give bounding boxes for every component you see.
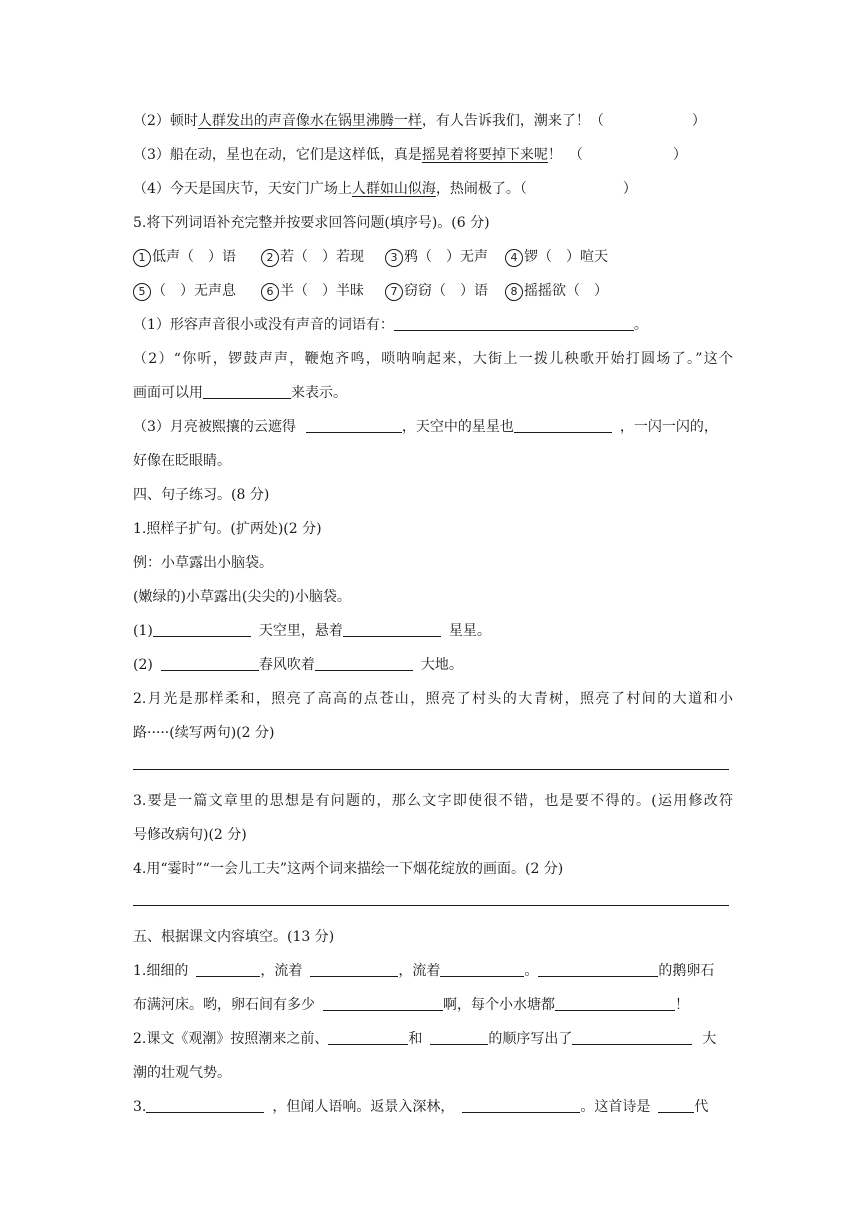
q4-item-4-text-after: ，热闹极了。（ bbox=[435, 181, 527, 197]
s5-q3-blank-3[interactable] bbox=[658, 1097, 694, 1113]
q4-item-3-text: （3）船在动，星也在动，它们是这样低，真是 bbox=[133, 147, 422, 163]
s4-q1-item-1: (1) 天空里，悬着 星星。 bbox=[133, 623, 491, 639]
s4-q3-line1: 3.要是一篇文章里的思想是有问题的，那么文字即使很不错，也是要不得的。(运用修改符 bbox=[133, 793, 733, 809]
section4-title: 四、句子练习。(8 分) bbox=[133, 487, 270, 503]
q5-word-3: 3 鸦（ ）无声 bbox=[385, 247, 505, 267]
s5-q1-blank-3[interactable] bbox=[440, 961, 524, 977]
q4-item-2 bbox=[133, 111, 733, 131]
s4-q1-example: 例：小草露出小脑袋。 bbox=[133, 555, 273, 571]
s4-q1-item-2: (2) 春风吹着 大地。 bbox=[133, 657, 463, 673]
s4-q4: 4.用“霎时”“一会儿工夫”这两个词来描绘一下烟花绽放的画面。(2 分) bbox=[133, 861, 564, 877]
q4-item-3-underlined: 摇晃着将要掉下来呢 bbox=[421, 147, 548, 163]
q4-item-3-text-after: ！ （ bbox=[547, 147, 583, 163]
q4-item-3 bbox=[133, 145, 733, 165]
q4-item-2-close: ） bbox=[691, 113, 706, 129]
s5-q1-blank-4[interactable] bbox=[538, 961, 658, 977]
q4-item-4-underlined: 人群如山似海 bbox=[351, 181, 436, 197]
q5-word-1: 1 低声（ ）语 bbox=[133, 247, 261, 267]
s4-q1-item1-blank-1[interactable] bbox=[153, 621, 251, 637]
s4-q2-line2: 路·····(续写两句)(2 分) bbox=[133, 725, 275, 741]
q5-sub3-line2: 好像在眨眼睛。 bbox=[133, 453, 231, 469]
s5-q2-blank-1[interactable] bbox=[328, 1029, 408, 1045]
q5-title: 5.将下列词语补充完整并按要求回答问题(填序号)。(6 分) bbox=[133, 215, 490, 231]
q5-sub3-blank-2[interactable] bbox=[514, 417, 612, 433]
s5-q1-blank-2[interactable] bbox=[310, 961, 398, 977]
q5-word-8: 8 摇摇欲（ ） bbox=[505, 281, 625, 301]
section5-title: 五、根据课文内容填空。(13 分) bbox=[133, 929, 335, 945]
s5-q1-blank-1[interactable] bbox=[196, 961, 260, 977]
s4-q1-item2-blank-1[interactable] bbox=[161, 655, 259, 671]
s5-q2-blank-2[interactable] bbox=[430, 1029, 488, 1045]
s5-q2-blank-3[interactable] bbox=[572, 1029, 692, 1045]
q5-words-row-1 bbox=[133, 247, 733, 267]
q5-sub1-blank[interactable] bbox=[394, 315, 634, 331]
s4-q1-title: 1.照样子扩句。(扩两处)(2 分) bbox=[133, 521, 322, 537]
s5-q1-blank-5[interactable] bbox=[323, 995, 443, 1011]
q4-item-3-close: ） bbox=[672, 147, 687, 163]
q4-item-4 bbox=[133, 179, 733, 199]
q4-item-2-text: （2）顿时 bbox=[133, 113, 198, 129]
s5-q3-blank-2[interactable] bbox=[462, 1097, 580, 1113]
q5-sub2-line1: （2）“你听，锣鼓声声，鞭炮齐鸣，唢呐响起来，大街上一拨儿秧歌开始打圆场了。”这个 bbox=[133, 351, 733, 367]
s5-q1-blank-6[interactable] bbox=[555, 995, 675, 1011]
s4-q4-answer-line[interactable] bbox=[133, 905, 729, 906]
q5-sub3-blank-1[interactable] bbox=[306, 417, 402, 433]
q5-sub3-line1: （3）月亮被熙攘的云遮得 ，天空中的星星也 ，一闪一闪的， bbox=[133, 419, 718, 435]
s4-q3-line2: 号修改病句)(2 分) bbox=[133, 827, 247, 843]
s4-q1-item1-blank-2[interactable] bbox=[343, 621, 441, 637]
s5-q1-line1: 1.细细的 ，流着 ，流着 。 的鹅卵石 bbox=[133, 963, 715, 979]
s5-q2-line2: 潮的壮观气势。 bbox=[133, 1065, 231, 1081]
q5-word-2: 2 若（ ）若现 bbox=[261, 247, 385, 267]
q5-word-4: 4 锣（ ）喧天 bbox=[505, 247, 625, 267]
s5-q3-line1: 3. ，但闻人语响。返景入深林， 。这首诗是 代 bbox=[133, 1099, 709, 1115]
s4-q1-item2-blank-2[interactable] bbox=[315, 655, 413, 671]
q5-sub1: （1）形容声音很小或没有声音的词语有： 。 bbox=[133, 317, 648, 333]
q5-sub2-line2: 画面可以用 来表示。 bbox=[133, 385, 347, 401]
q5-word-6: 6 半（ ）半昧 bbox=[261, 281, 385, 301]
s4-q2-line1: 2.月光是那样柔和，照亮了高高的点苍山，照亮了村头的大青树，照亮了村间的大道和小 bbox=[133, 691, 733, 707]
q4-item-2-text-after: ，有人告诉我们，潮来了！（ bbox=[421, 113, 604, 129]
s4-q2-answer-line[interactable] bbox=[133, 769, 729, 770]
q5-sub2-blank[interactable] bbox=[203, 383, 291, 399]
s4-q1-example-answer: (嫩绿的)小草露出(尖尖的)小脑袋。 bbox=[133, 589, 351, 605]
q5-words-row-2 bbox=[133, 281, 733, 301]
q5-word-7: 7 窃窃（ ）语 bbox=[385, 281, 505, 301]
s5-q1-line2: 布满河床。哟，卵石间有多少 啊，每个小水塘都 ！ bbox=[133, 997, 689, 1013]
q4-item-2-underlined: 人群发出的声音像水在锅里沸腾一样 bbox=[197, 113, 422, 129]
s5-q3-blank-1[interactable] bbox=[146, 1097, 264, 1113]
s5-q2-line1: 2.课文《观潮》按照潮来之前、 和 的顺序写出了 大 bbox=[133, 1031, 717, 1047]
q5-word-5: 5 （ ）无声息 bbox=[133, 281, 261, 301]
q4-item-4-close: ） bbox=[622, 181, 637, 197]
q4-item-4-text: （4）今天是国庆节，天安门广场上 bbox=[133, 181, 352, 197]
